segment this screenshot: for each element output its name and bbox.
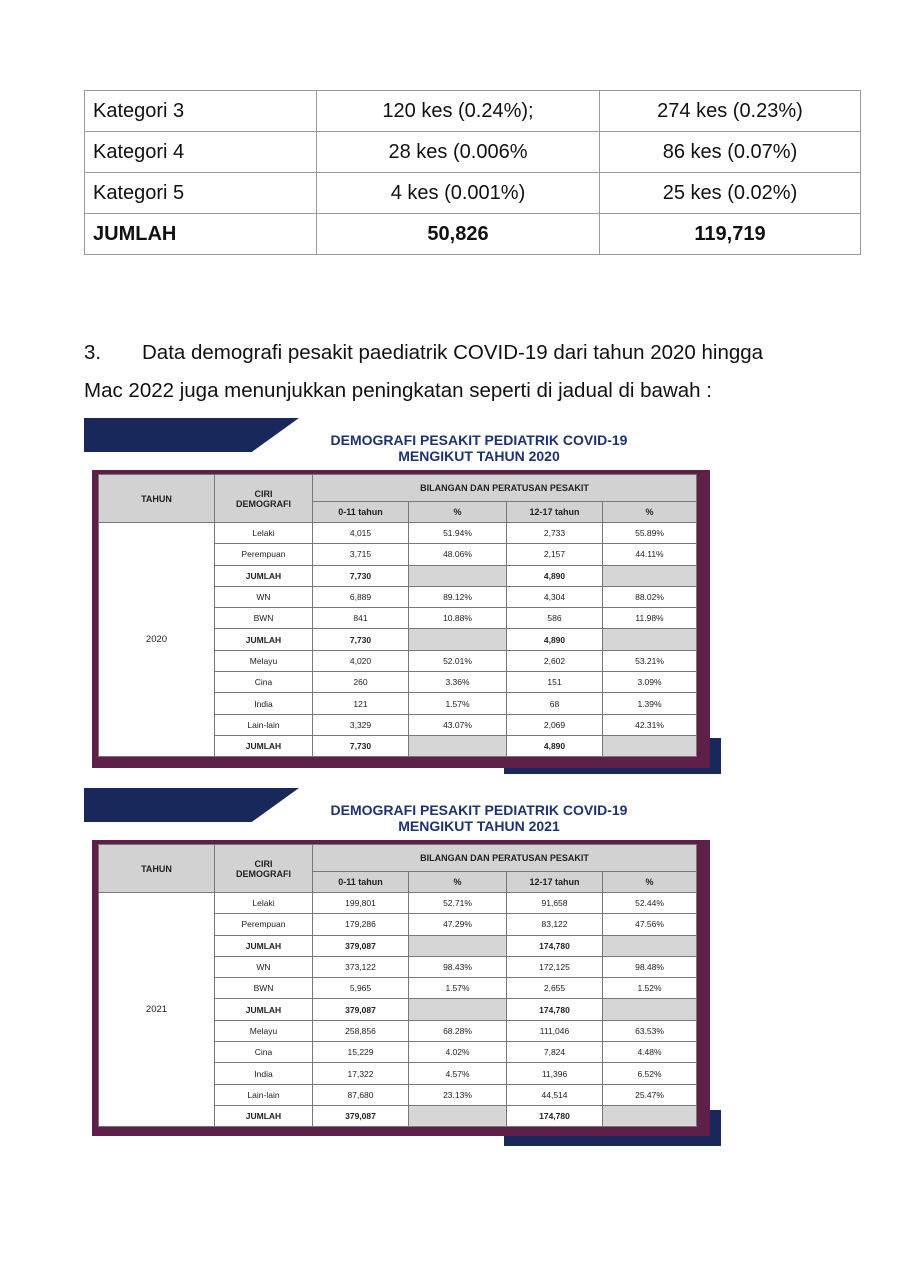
ciri-cell: WN (215, 586, 313, 607)
count-12-17-cell: 83,122 (507, 914, 603, 935)
percent-0-11-cell: 51.94% (409, 523, 507, 544)
header-percent: % (409, 502, 507, 523)
count-12-17-cell: 151 (507, 672, 603, 693)
percent-12-17-cell: 53.21% (603, 650, 697, 671)
percent-12-17-cell: 63.53% (603, 1020, 697, 1041)
ciri-cell: JUMLAH (215, 999, 313, 1020)
count-12-17-cell: 174,780 (507, 1105, 603, 1126)
data-row (99, 893, 697, 914)
category-cell-label: Kategori 4 (85, 132, 317, 173)
count-0-11-cell: 379,087 (313, 999, 409, 1020)
header-age-12-17: 12-17 tahun (507, 502, 603, 523)
category-table (84, 90, 861, 255)
percent-0-11-cell: 10.88% (409, 608, 507, 629)
header-demografi: DEMOGRAFI (236, 868, 291, 879)
header-age-0-11: 0-11 tahun (313, 872, 409, 893)
header-ciri-demografi (215, 845, 313, 893)
percent-12-17-cell (603, 565, 697, 586)
count-0-11-cell: 15,229 (313, 1042, 409, 1063)
paragraph-number: 3. (84, 341, 102, 364)
percent-12-17-cell: 6.52% (603, 1063, 697, 1084)
ciri-cell: Lelaki (215, 893, 313, 914)
header-bilangan: BILANGAN DAN PERATUSAN PESAKIT (313, 475, 697, 502)
percent-12-17-cell: 25.47% (603, 1084, 697, 1105)
header-percent: % (603, 502, 697, 523)
count-12-17-cell: 4,890 (507, 735, 603, 756)
header-demografi: DEMOGRAFI (236, 498, 291, 509)
count-12-17-cell: 44,514 (507, 1084, 603, 1105)
paragraph-line-1 (84, 334, 864, 372)
percent-0-11-cell (409, 999, 507, 1020)
count-12-17-cell: 111,046 (507, 1020, 603, 1041)
paragraph-text-2: Mac 2022 juga menunjukkan peningkatan seperti di jadual di bawah : (84, 379, 712, 402)
count-12-17-cell: 7,824 (507, 1042, 603, 1063)
count-12-17-cell: 4,890 (507, 565, 603, 586)
count-12-17-cell: 11,396 (507, 1063, 603, 1084)
category-cell-col3: 119,719 (600, 214, 861, 255)
demografi-2021-figure (84, 788, 724, 1148)
ciri-cell: BWN (215, 608, 313, 629)
percent-0-11-cell: 4.02% (409, 1042, 507, 1063)
count-12-17-cell: 2,069 (507, 714, 603, 735)
count-12-17-cell: 4,890 (507, 629, 603, 650)
count-0-11-cell: 4,020 (313, 650, 409, 671)
count-0-11-cell: 17,322 (313, 1063, 409, 1084)
category-cell-col3: 25 kes (0.02%) (600, 173, 861, 214)
ciri-cell: Perempuan (215, 914, 313, 935)
percent-0-11-cell: 98.43% (409, 956, 507, 977)
category-cell-col2: 50,826 (317, 214, 600, 255)
percent-0-11-cell: 52.01% (409, 650, 507, 671)
percent-0-11-cell: 23.13% (409, 1084, 507, 1105)
year-cell: 2021 (99, 893, 215, 1127)
percent-0-11-cell: 48.06% (409, 544, 507, 565)
header-ciri: CIRI (254, 858, 273, 869)
header-percent: % (409, 872, 507, 893)
count-0-11-cell: 3,329 (313, 714, 409, 735)
percent-12-17-cell: 1.39% (603, 693, 697, 714)
ciri-cell: Lain-lain (215, 1084, 313, 1105)
percent-0-11-cell (409, 629, 507, 650)
percent-0-11-cell: 89.12% (409, 586, 507, 607)
category-row (85, 132, 861, 173)
banner-shape (84, 788, 299, 822)
percent-12-17-cell: 52.44% (603, 893, 697, 914)
ciri-cell: Lelaki (215, 523, 313, 544)
count-0-11-cell: 199,801 (313, 893, 409, 914)
ciri-cell: Melayu (215, 1020, 313, 1041)
count-0-11-cell: 7,730 (313, 629, 409, 650)
ciri-cell: BWN (215, 978, 313, 999)
header-tahun: TAHUN (99, 845, 215, 893)
category-row (85, 173, 861, 214)
percent-12-17-cell: 11.98% (603, 608, 697, 629)
count-12-17-cell: 4,304 (507, 586, 603, 607)
header-row (99, 845, 697, 872)
count-0-11-cell: 6,889 (313, 586, 409, 607)
ciri-cell: JUMLAH (215, 935, 313, 956)
ciri-cell: India (215, 693, 313, 714)
category-row (85, 214, 861, 255)
count-0-11-cell: 4,015 (313, 523, 409, 544)
count-0-11-cell: 260 (313, 672, 409, 693)
data-row (99, 523, 697, 544)
ciri-cell: JUMLAH (215, 565, 313, 586)
percent-12-17-cell: 47.56% (603, 914, 697, 935)
category-row (85, 91, 861, 132)
header-bilangan: BILANGAN DAN PERATUSAN PESAKIT (313, 845, 697, 872)
header-ciri: CIRI (254, 488, 273, 499)
percent-12-17-cell: 55.89% (603, 523, 697, 544)
percent-0-11-cell: 47.29% (409, 914, 507, 935)
percent-0-11-cell: 1.57% (409, 693, 507, 714)
count-12-17-cell: 91,658 (507, 893, 603, 914)
percent-0-11-cell (409, 735, 507, 756)
percent-0-11-cell: 43.07% (409, 714, 507, 735)
ciri-cell: Lain-lain (215, 714, 313, 735)
ciri-cell: WN (215, 956, 313, 977)
category-cell-col2: 4 kes (0.001%) (317, 173, 600, 214)
ciri-cell: Cina (215, 672, 313, 693)
count-12-17-cell: 2,733 (507, 523, 603, 544)
count-12-17-cell: 2,157 (507, 544, 603, 565)
figure-title (274, 802, 684, 834)
count-12-17-cell: 172,125 (507, 956, 603, 977)
header-row (99, 475, 697, 502)
count-0-11-cell: 373,122 (313, 956, 409, 977)
count-12-17-cell: 2,602 (507, 650, 603, 671)
percent-0-11-cell (409, 935, 507, 956)
percent-12-17-cell: 98.48% (603, 956, 697, 977)
percent-0-11-cell: 52.71% (409, 893, 507, 914)
paragraph-3 (84, 334, 864, 410)
count-0-11-cell: 87,680 (313, 1084, 409, 1105)
percent-12-17-cell: 3.09% (603, 672, 697, 693)
count-0-11-cell: 3,715 (313, 544, 409, 565)
count-12-17-cell: 2,655 (507, 978, 603, 999)
count-12-17-cell: 174,780 (507, 999, 603, 1020)
percent-0-11-cell: 68.28% (409, 1020, 507, 1041)
category-cell-label: Kategori 5 (85, 173, 317, 214)
ciri-cell: JUMLAH (215, 735, 313, 756)
count-0-11-cell: 179,286 (313, 914, 409, 935)
percent-12-17-cell (603, 1105, 697, 1126)
header-age-0-11: 0-11 tahun (313, 502, 409, 523)
percent-12-17-cell: 42.31% (603, 714, 697, 735)
percent-12-17-cell: 44.11% (603, 544, 697, 565)
percent-0-11-cell: 1.57% (409, 978, 507, 999)
count-0-11-cell: 379,087 (313, 1105, 409, 1126)
figure-title-line-2: MENGIKUT TAHUN 2020 (398, 448, 560, 464)
count-12-17-cell: 68 (507, 693, 603, 714)
count-0-11-cell: 841 (313, 608, 409, 629)
category-cell-col3: 274 kes (0.23%) (600, 91, 861, 132)
header-age-12-17: 12-17 tahun (507, 872, 603, 893)
count-12-17-cell: 586 (507, 608, 603, 629)
ciri-cell: JUMLAH (215, 1105, 313, 1126)
percent-12-17-cell: 1.52% (603, 978, 697, 999)
percent-12-17-cell (603, 999, 697, 1020)
year-cell: 2020 (99, 523, 215, 757)
banner-shape (84, 418, 299, 452)
demografi-2020-figure (84, 418, 724, 778)
figure-title-line-1: DEMOGRAFI PESAKIT PEDIATRIK COVID-19 (330, 432, 628, 448)
percent-12-17-cell: 88.02% (603, 586, 697, 607)
percent-12-17-cell (603, 629, 697, 650)
category-table-body (85, 91, 861, 255)
count-0-11-cell: 258,856 (313, 1020, 409, 1041)
percent-12-17-cell: 4.48% (603, 1042, 697, 1063)
percent-0-11-cell: 4.57% (409, 1063, 507, 1084)
ciri-cell: Melayu (215, 650, 313, 671)
category-cell-col2: 120 kes (0.24%); (317, 91, 600, 132)
percent-0-11-cell (409, 565, 507, 586)
header-tahun: TAHUN (99, 475, 215, 523)
category-cell-label: Kategori 3 (85, 91, 317, 132)
ciri-cell: Cina (215, 1042, 313, 1063)
ciri-cell: India (215, 1063, 313, 1084)
percent-12-17-cell (603, 935, 697, 956)
ciri-cell: Perempuan (215, 544, 313, 565)
figure-title (274, 432, 684, 464)
paragraph-text-1: Data demografi pesakit paediatrik COVID-19 dari tahun 2020 hingga (142, 341, 764, 364)
category-cell-col3: 86 kes (0.07%) (600, 132, 861, 173)
percent-0-11-cell: 3.36% (409, 672, 507, 693)
count-0-11-cell: 5,965 (313, 978, 409, 999)
count-0-11-cell: 7,730 (313, 565, 409, 586)
demografi-table (98, 474, 697, 757)
category-cell-label: JUMLAH (85, 214, 317, 255)
header-ciri-demografi (215, 475, 313, 523)
count-12-17-cell: 174,780 (507, 935, 603, 956)
demografi-table (98, 844, 697, 1127)
count-0-11-cell: 379,087 (313, 935, 409, 956)
figure-title-line-1: DEMOGRAFI PESAKIT PEDIATRIK COVID-19 (330, 802, 628, 818)
category-cell-col2: 28 kes (0.006% (317, 132, 600, 173)
figure-title-line-2: MENGIKUT TAHUN 2021 (398, 818, 560, 834)
header-percent: % (603, 872, 697, 893)
percent-0-11-cell (409, 1105, 507, 1126)
count-0-11-cell: 7,730 (313, 735, 409, 756)
percent-12-17-cell (603, 735, 697, 756)
ciri-cell: JUMLAH (215, 629, 313, 650)
count-0-11-cell: 121 (313, 693, 409, 714)
